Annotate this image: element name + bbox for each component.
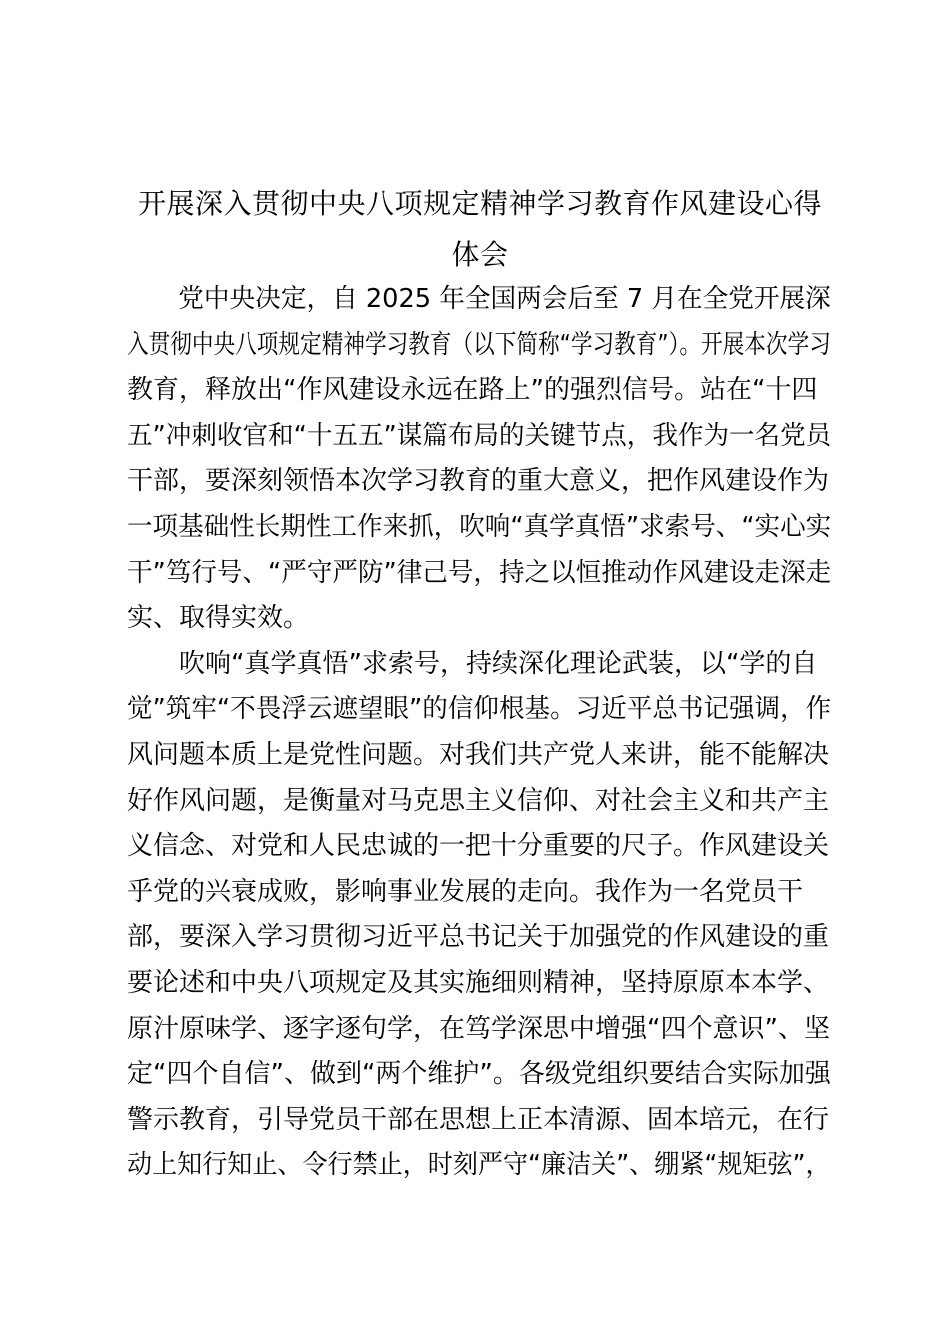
paragraph-line: 动上知行知止、令行禁止，时刻严守“廉洁关”、绷紧“规矩弦”， [127, 1150, 831, 1181]
paragraph-line: 党中央决定，自 2025 年全国两会后至 7 月在全党开展深 [178, 284, 831, 314]
paragraph [127, 642, 833, 1189]
title-line-1: 开展深入贯彻中央八项规定精神学习教育作风建设心得 [137, 187, 822, 220]
paragraph-line: 好作风问题，是衡量对马克思主义信仰、对社会主义和共产主 [127, 785, 830, 816]
paragraph-line: 实、取得实效。 [127, 603, 310, 634]
paragraph-line: 吹响“真学真悟”求索号，持续深化理论武装，以“学的自 [179, 648, 818, 679]
paragraph-line: 要论述和中央八项规定及其实施细则精神，坚持原原本本学、 [127, 967, 830, 998]
paragraph-line: 入贯彻中央八项规定精神学习教育（以下简称“学习教育”）。开展本次学习 [127, 329, 831, 360]
paragraph [127, 277, 833, 642]
document-title [120, 178, 840, 280]
paragraph-line: 乎党的兴衰成败，影响事业发展的走向。我作为一名党员干 [127, 876, 804, 907]
paragraph-line: 原汁原味学、逐字逐句学，在笃学深思中增强“四个意识”、坚 [127, 1013, 830, 1044]
paragraph-line: 一项基础性长期性工作来抓，吹响“真学真悟”求索号、“实心实 [127, 511, 832, 542]
paragraph-line: 五”冲刺收官和“十五五”谋篇布局的关键节点，我作为一名党员 [127, 420, 832, 451]
paragraph-line: 干部，要深刻领悟本次学习教育的重大意义，把作风建设作为 [127, 466, 830, 497]
paragraph-line: 警示教育，引导党员干部在思想上正本清源、固本培元，在行 [127, 1104, 830, 1135]
paragraph-line: 教育，释放出“作风建设永远在路上”的强烈信号。站在“十四 [127, 375, 818, 406]
paragraph-line: 风问题本质上是党性问题。对我们共产党人来讲，能不能解决 [127, 739, 830, 770]
paragraph-line: 定“四个自信”、做到“两个维护”。各级党组织要结合实际加强 [127, 1059, 831, 1090]
document-body [127, 277, 833, 1189]
paragraph-line: 部，要深入学习贯彻习近平总书记关于加强党的作风建设的重 [127, 922, 830, 953]
paragraph-line: 干”笃行号、“严守严防”律己号，持之以恒推动作风建设走深走 [127, 557, 832, 588]
paragraph-line: 觉”筑牢“不畏浮云遮望眼”的信仰根基。习近平总书记强调，作 [127, 694, 832, 725]
title-line-2: 体会 [451, 238, 509, 271]
paragraph-line: 义信念、对党和人民忠诚的一把十分重要的尺子。作风建设关 [127, 831, 830, 862]
